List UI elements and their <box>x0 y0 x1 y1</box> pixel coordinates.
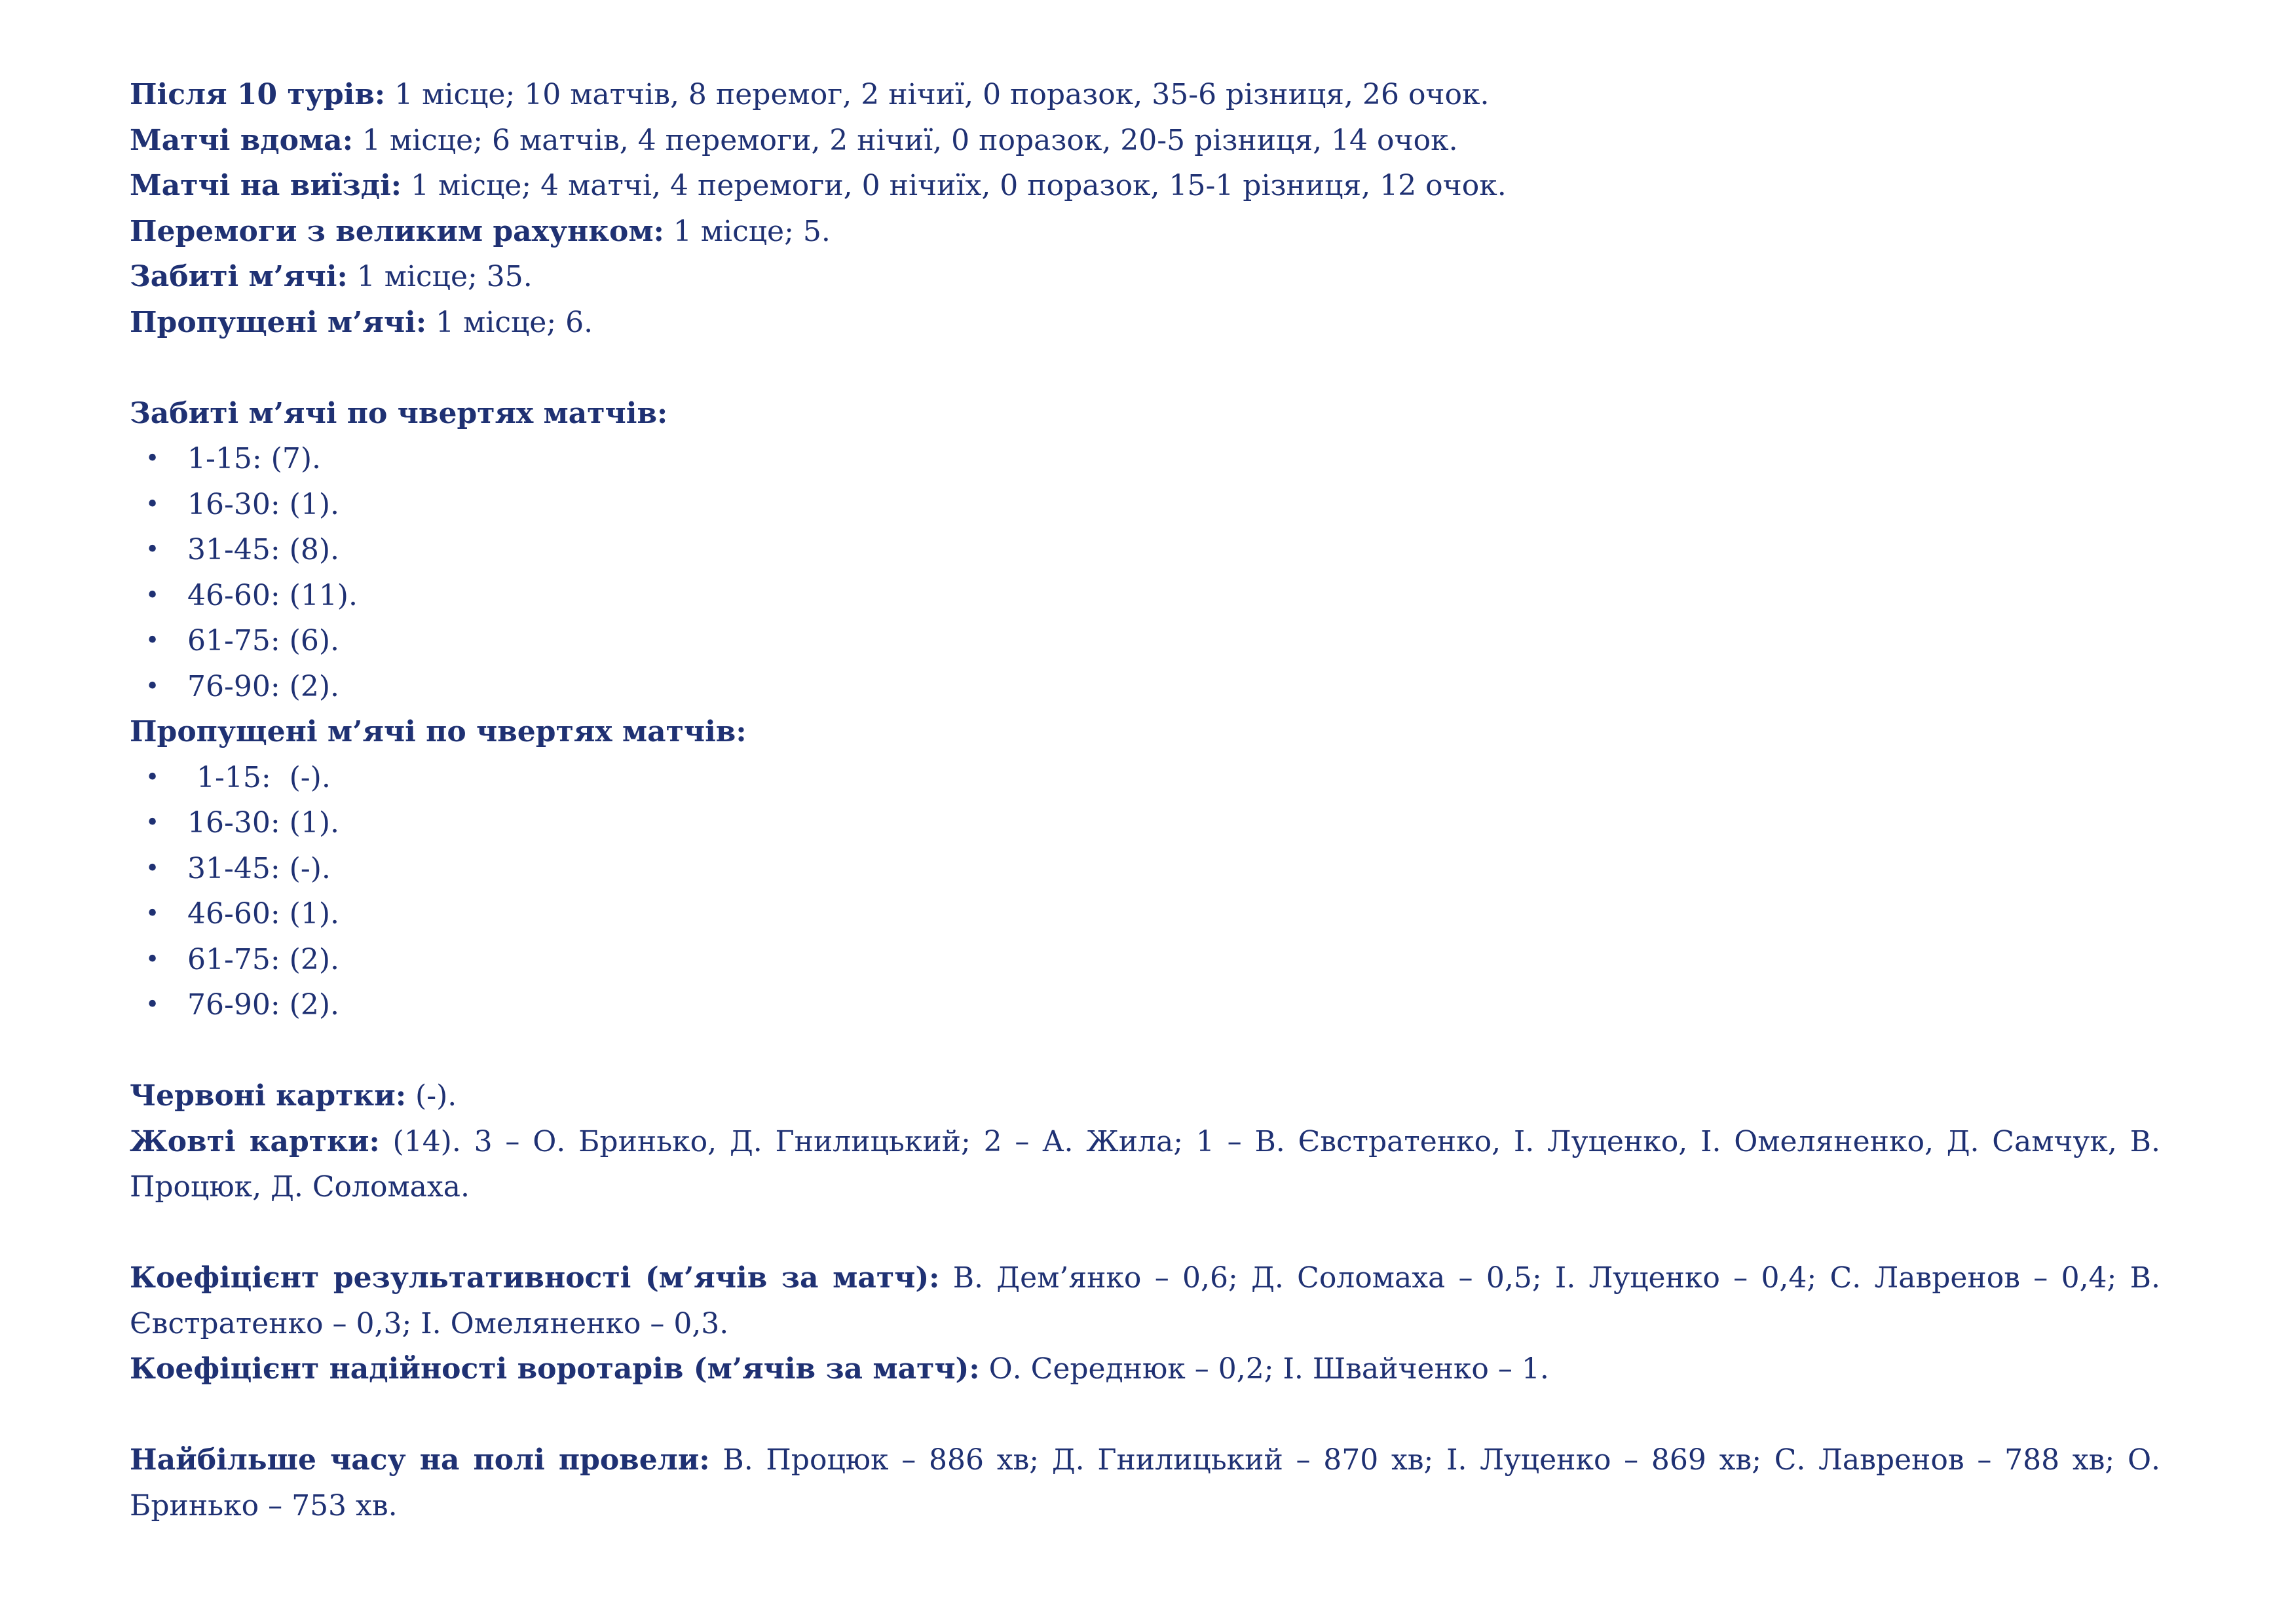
spacer <box>130 345 2160 391</box>
red-cards-value: (-). <box>406 1079 457 1113</box>
list-item: • 46-60: (11). <box>130 573 2160 619</box>
goalkeeper-coefficient-line <box>130 1346 2160 1392</box>
summary-label: Матчі на виїзді: <box>130 169 402 202</box>
summary-value: 1 місце; 35. <box>356 260 533 293</box>
list-item: • 31-45: (8). <box>130 527 2160 573</box>
yellow-cards-value: (14). 3 – О. Бринько, Д. Гнилицький; 2 – А. Жила; 1 – В. Євстратенко, І. Луценко, І. Омеляненко, Д. Самчук, В. Процюк, Д. Соломаха. <box>130 1124 2160 1204</box>
section-heading: Забиті м’ячі по чвертях матчів: <box>130 396 668 430</box>
red-cards-label: Червоні картки: <box>130 1079 407 1113</box>
bullet-icon: • <box>145 900 160 927</box>
scoring-coefficient-value: В. Дем’янко – 0,6; Д. Соломаха – 0,5; І. Луценко – 0,4; С. Лавренов – 0,4; В. Євстратенко – 0,3; І. Омеляненко – 0,3. <box>130 1261 2160 1340</box>
list-item: • 76-90: (2). <box>130 982 2160 1028</box>
summary-value: 1 місце; 4 матчі, 4 перемоги, 0 нічиїх, 0 поразок, 15-1 різниця, 12 очок. <box>411 169 1507 202</box>
bullet-icon: • <box>145 855 160 882</box>
stats-document <box>130 72 2160 1528</box>
list-item: • 46-60: (1). <box>130 891 2160 937</box>
bullet-icon: • <box>145 991 160 1018</box>
yellow-cards-label: Жовті картки: <box>130 1124 380 1158</box>
summary-line-goals-conceded <box>130 300 2160 346</box>
scoring-coefficient-label: Коефіцієнт результативності (м’ячів за матч): <box>130 1261 940 1295</box>
scored-by-quarter-section <box>130 391 2160 710</box>
bullet-icon: • <box>145 581 160 609</box>
summary-label: Перемоги з великим рахунком: <box>130 214 664 248</box>
conceded-quarter-list <box>130 755 2160 1028</box>
yellow-cards-line <box>130 1119 2160 1210</box>
spacer <box>130 1392 2160 1438</box>
summary-value: 1 місце; 6 матчів, 4 перемоги, 2 нічиї, 0 поразок, 20-5 різниця, 14 очок. <box>362 123 1458 157</box>
list-item: • 76-90: (2). <box>130 664 2160 710</box>
bullet-icon: • <box>145 764 160 791</box>
scored-quarter-list <box>130 436 2160 709</box>
list-item: • 1-15: (-). <box>130 755 2160 801</box>
bullet-icon: • <box>145 673 160 700</box>
list-item: • 61-75: (2). <box>130 937 2160 983</box>
cards-section <box>130 1073 2160 1210</box>
bullet-icon: • <box>145 627 160 654</box>
summary-line-big-wins <box>130 209 2160 255</box>
spacer <box>130 1210 2160 1256</box>
goalkeeper-coefficient-label: Коефіцієнт надійності воротарів (м’ячів за матч): <box>130 1352 980 1386</box>
minutes-section <box>130 1437 2160 1528</box>
summary-line-away <box>130 163 2160 209</box>
list-item: • 1-15: (7). <box>130 436 2160 482</box>
bullet-icon: • <box>145 946 160 973</box>
summary-value: 1 місце; 6. <box>436 305 593 339</box>
spacer <box>130 1028 2160 1074</box>
list-item: • 16-30: (1). <box>130 800 2160 846</box>
bullet-icon: • <box>145 536 160 563</box>
most-minutes-label: Найбільше часу на полі провели: <box>130 1443 710 1477</box>
summary-line-home <box>130 118 2160 164</box>
section-heading: Пропущені м’ячі по чвертях матчів: <box>130 715 747 748</box>
goalkeeper-coefficient-value: О. Середнюк – 0,2; І. Швайченко – 1. <box>979 1352 1549 1386</box>
red-cards-line <box>130 1073 2160 1119</box>
bullet-icon: • <box>145 490 160 518</box>
most-minutes-value: В. Процюк – 886 хв; Д. Гнилицький – 870 хв; І. Луценко – 869 хв; С. Лавренов – 788 хв; О. Бринько – 753 хв. <box>130 1443 2160 1522</box>
summary-value: 1 місце; 5. <box>673 214 831 248</box>
summary-line-after-rounds <box>130 72 2160 118</box>
summary-line-goals-scored <box>130 254 2160 300</box>
summary-label: Забиті м’ячі: <box>130 260 348 293</box>
summary-label: Після 10 турів: <box>130 78 386 111</box>
summary-value: 1 місце; 10 матчів, 8 перемог, 2 нічиї, 0 поразок, 35-6 різниця, 26 очок. <box>394 78 1490 111</box>
summary-label: Пропущені м’ячі: <box>130 305 427 339</box>
most-minutes-line <box>130 1437 2160 1528</box>
summary-label: Матчі вдома: <box>130 123 353 157</box>
list-item: • 61-75: (6). <box>130 618 2160 664</box>
bullet-icon: • <box>145 445 160 472</box>
list-item: • 16-30: (1). <box>130 482 2160 528</box>
summary-section <box>130 72 2160 345</box>
list-item: • 31-45: (-). <box>130 846 2160 892</box>
bullet-icon: • <box>145 809 160 836</box>
conceded-by-quarter-section <box>130 709 2160 1028</box>
scoring-coefficient-line <box>130 1255 2160 1346</box>
coefficients-section <box>130 1255 2160 1392</box>
